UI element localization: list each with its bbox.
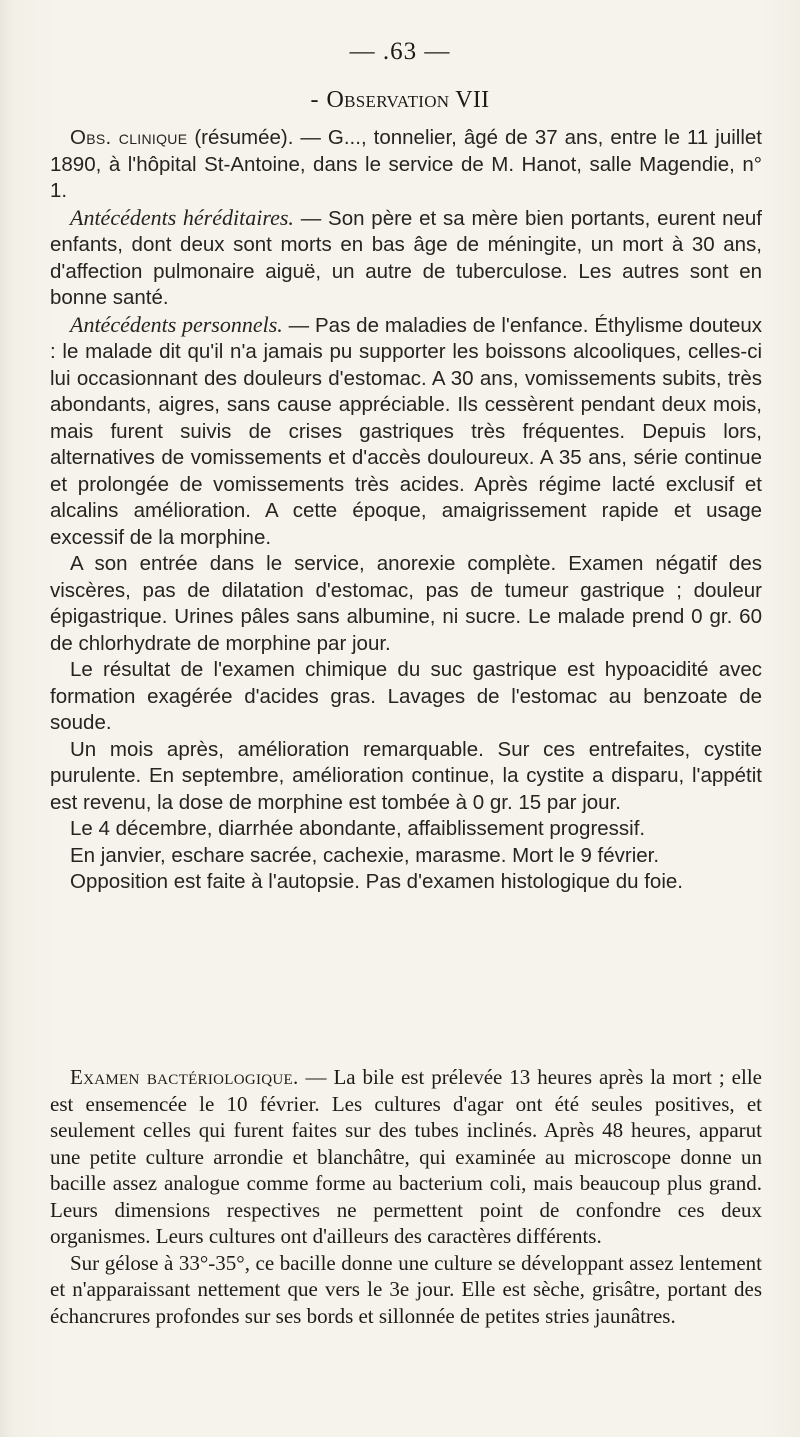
label-personal: Antécédents personnels. <box>70 311 283 337</box>
paragraph-admission: A son entrée dans le service, anorexie complète. Examen négatif des viscères, pas de dilatation d'estomac, pas de tumeur gastrique ; douleur épigastrique. Urines pâles sans albumine, ni sucre. Le malade prend 0 gr. 60 de chlorhydrate de morphine par jour. <box>50 552 762 655</box>
text-hereditary: — Son père et sa mère bien portants, eurent neuf enfants, dont deux sont morts en bas âge de méningite, un mort à 30 ans, d'affection pulmonaire aiguë, un autre de tuberculose. Les autres sont en bonne santé. <box>50 206 762 309</box>
paragraph-gelose: Sur gélose à 33°-35°, ce bacille donne une culture se développant assez lentement et n'apparaissant nettement que vers le 3e jour. Elle est sèche, grisâtre, portant des échancrures profondes sur ses bords et sillonnée de petites stries jaunâtres. <box>50 1250 762 1328</box>
title-text: Observation VII <box>326 87 490 113</box>
observation-title <box>0 87 800 114</box>
paragraph-autopsy: Opposition est faite à l'autopsie. Pas d'examen histologique du foie. <box>70 870 683 893</box>
text-clinical-intro: (résumée). — G..., tonnelier, âgé de 37 ans, entre le 11 juillet 1890, à l'hôpital St-Antoine, dans le service de M. Hanot, salle Magendie, n° 1. <box>50 126 762 202</box>
paragraph-hereditary <box>50 205 762 312</box>
paragraph-clinical-intro <box>50 125 762 205</box>
clinical-observation <box>50 125 762 896</box>
paragraph-january: En janvier, eschare sacrée, cachexie, marasme. Mort le 9 février. <box>70 843 660 867</box>
bacteriological-exam <box>50 1064 762 1329</box>
label-bacterio: Examen bactériologique. <box>70 1065 299 1089</box>
label-hereditary: Antécédents héréditaires. <box>70 204 294 230</box>
title-dash: - <box>310 87 320 113</box>
paragraph-personal <box>50 312 762 552</box>
paragraph-improvement: Un mois après, amélioration remarquable. Sur ces entrefaites, cystite purulente. En septembre, amélioration continue, la cystite a disparu, l'appétit est revenu, la dose de morphine est tombée à 0 gr. 15 par jour. <box>50 737 762 814</box>
paragraph-bacterio-intro <box>50 1064 762 1250</box>
text-bacterio-intro: — La bile est prélevée 13 heures après la mort ; elle est ensemencée le 10 février. Les cultures d'agar ont été seules positives, et seulement celles qui furent faites sur des tubes inclinés. Après 48 heures, apparut une petite culture arrondie et blanchâtre, qui examinée au microscope donne un bacille assez analogue comme forme au bacterium coli, mais beaucoup plus grand. Leurs dimensions respectives ne permettent point de confondre ces deux organismes. Leurs cultures ont d'ailleurs des caractères différents. <box>50 1065 762 1248</box>
paragraph-december: Le 4 décembre, diarrhée abondante, affaiblissement progressif. <box>70 817 646 840</box>
page-number: — .63 — <box>349 38 451 65</box>
label-obs-clinique: Obs. clinique <box>70 126 188 149</box>
text-personal: — Pas de maladies de l'enfance. Éthylisme douteux : le malade dit qu'il n'a jamais pu supporter les boissons alcooliques, celles-ci lui occasionnant des douleurs d'estomac. A 30 ans, vomissements subits, très abondants, aigres, sans cause appréciable. Ils cessèrent pendant deux mois, mais furent suivis de crises gastriques très fréquentes. Depuis lors, alternatives de vomissements et d'accès douloureux. A 35 ans, série continue et prolongée de vomissements très acides. Après régime lacté exclusif et alcalins amélioration. A cette époque, amaigrissement rapide et usage excessif de la morphine. <box>50 313 763 549</box>
paragraph-gastric-exam: Le résultat de l'examen chimique du suc gastrique est hypoacidité avec formation exagérée d'acides gras. Lavages de l'estomac au benzoate de soude. <box>50 658 762 734</box>
